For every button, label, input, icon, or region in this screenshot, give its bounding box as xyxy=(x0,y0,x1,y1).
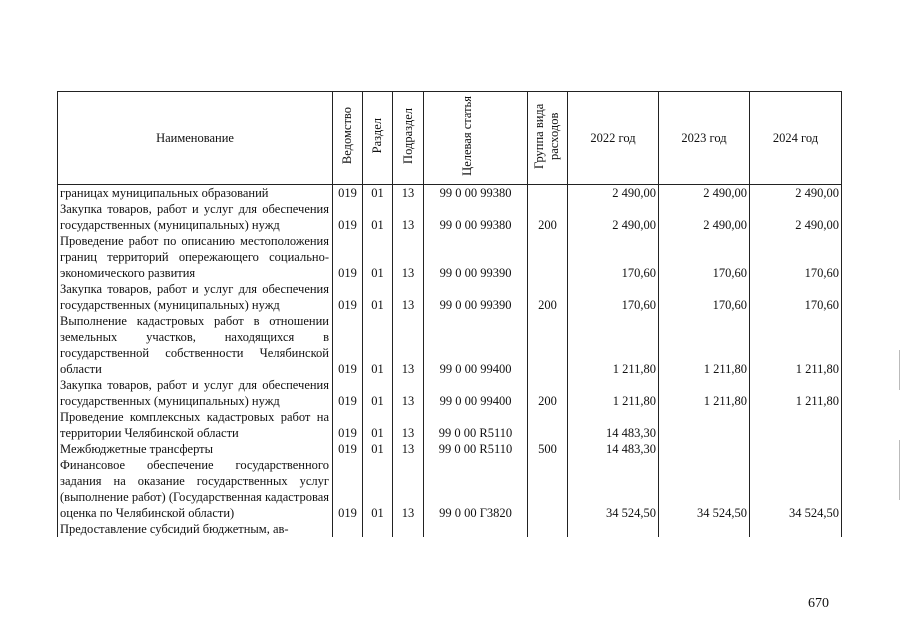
header-expense-group: Группа вида расходов xyxy=(528,92,568,185)
row-amount-2024: 2 490,00 xyxy=(750,201,842,233)
row-amount-2024 xyxy=(750,441,842,457)
table-row xyxy=(58,201,842,233)
row-subsection: 13 xyxy=(393,377,424,409)
row-amount-2024: 170,60 xyxy=(750,233,842,281)
row-target-item: 99 0 00 99400 xyxy=(424,377,528,409)
row-department: 019 xyxy=(333,409,363,441)
row-amount-2023 xyxy=(659,521,750,537)
table-row xyxy=(58,441,842,457)
row-section: 01 xyxy=(363,233,393,281)
row-amount-2023 xyxy=(659,441,750,457)
row-subsection: 13 xyxy=(393,457,424,521)
row-target-item: 99 0 00 99390 xyxy=(424,233,528,281)
row-expense-group: 200 xyxy=(528,281,568,313)
header-2022: 2022 год xyxy=(568,92,659,185)
row-subsection: 13 xyxy=(393,441,424,457)
budget-table xyxy=(57,91,842,537)
row-amount-2022: 170,60 xyxy=(568,233,659,281)
row-department: 019 xyxy=(333,377,363,409)
row-name: Закупка товаров, работ и услуг для обеспечения государственных (муниципальных) нужд xyxy=(58,201,333,233)
table-row xyxy=(58,185,842,202)
row-amount-2024: 1 211,80 xyxy=(750,313,842,377)
table-row xyxy=(58,377,842,409)
row-amount-2022: 170,60 xyxy=(568,281,659,313)
row-target-item: 99 0 00 R5110 xyxy=(424,409,528,441)
row-department: 019 xyxy=(333,457,363,521)
row-subsection: 13 xyxy=(393,185,424,202)
row-subsection: 13 xyxy=(393,313,424,377)
header-name: Наименование xyxy=(58,92,333,185)
header-department: Ведомство xyxy=(333,92,363,185)
row-amount-2022: 14 483,30 xyxy=(568,409,659,441)
row-department: 019 xyxy=(333,201,363,233)
row-name: Закупка товаров, работ и услуг для обеспечения государственных (муниципальных) нужд xyxy=(58,281,333,313)
row-target-item: 99 0 00 99380 xyxy=(424,185,528,202)
row-amount-2023: 34 524,50 xyxy=(659,457,750,521)
row-subsection: 13 xyxy=(393,281,424,313)
row-amount-2023: 1 211,80 xyxy=(659,313,750,377)
row-amount-2023: 170,60 xyxy=(659,233,750,281)
row-expense-group xyxy=(528,313,568,377)
row-name: Финансовое обеспечение государственного задания на оказание государственных услуг (выполнение работ) (Государственная кадастровая оценка по Челябинской области) xyxy=(58,457,333,521)
row-expense-group: 200 xyxy=(528,377,568,409)
page-number: 670 xyxy=(808,596,829,611)
row-amount-2022: 2 490,00 xyxy=(568,185,659,202)
table-row xyxy=(58,281,842,313)
scan-edge-mark xyxy=(899,440,900,500)
header-2024: 2024 год xyxy=(750,92,842,185)
row-name: Закупка товаров, работ и услуг для обеспечения государственных (муниципальных) нужд xyxy=(58,377,333,409)
row-target-item: 99 0 00 Г3820 xyxy=(424,457,528,521)
row-department xyxy=(333,521,363,537)
row-name: Предоставление субсидий бюджетным, ав- xyxy=(58,521,333,537)
row-amount-2022 xyxy=(568,521,659,537)
row-amount-2023: 2 490,00 xyxy=(659,201,750,233)
row-name: Проведение работ по описанию местоположения границ территорий опережающего социально-экономического развития xyxy=(58,233,333,281)
row-target-item: 99 0 00 99390 xyxy=(424,281,528,313)
row-amount-2023: 2 490,00 xyxy=(659,185,750,202)
row-amount-2024: 1 211,80 xyxy=(750,377,842,409)
row-subsection: 13 xyxy=(393,409,424,441)
row-section: 01 xyxy=(363,313,393,377)
table-row xyxy=(58,409,842,441)
row-department: 019 xyxy=(333,313,363,377)
row-amount-2023: 1 211,80 xyxy=(659,377,750,409)
row-expense-group xyxy=(528,233,568,281)
row-name: Межбюджетные трансферты xyxy=(58,441,333,457)
row-target-item: 99 0 00 R5110 xyxy=(424,441,528,457)
row-department: 019 xyxy=(333,233,363,281)
row-amount-2022: 1 211,80 xyxy=(568,313,659,377)
row-section: 01 xyxy=(363,409,393,441)
row-expense-group xyxy=(528,521,568,537)
table-row xyxy=(58,521,842,537)
row-amount-2024: 170,60 xyxy=(750,281,842,313)
row-expense-group: 500 xyxy=(528,441,568,457)
row-subsection xyxy=(393,521,424,537)
row-amount-2024: 2 490,00 xyxy=(750,185,842,202)
header-section: Раздел xyxy=(363,92,393,185)
header-target-item: Целевая статья xyxy=(424,92,528,185)
table-row xyxy=(58,457,842,521)
row-section xyxy=(363,521,393,537)
row-expense-group xyxy=(528,457,568,521)
row-section: 01 xyxy=(363,281,393,313)
row-amount-2022: 14 483,30 xyxy=(568,441,659,457)
row-target-item: 99 0 00 99400 xyxy=(424,313,528,377)
row-subsection: 13 xyxy=(393,233,424,281)
row-amount-2022: 2 490,00 xyxy=(568,201,659,233)
row-department: 019 xyxy=(333,441,363,457)
row-section: 01 xyxy=(363,377,393,409)
row-subsection: 13 xyxy=(393,201,424,233)
row-department: 019 xyxy=(333,281,363,313)
header-2023: 2023 год xyxy=(659,92,750,185)
row-name: границах муниципальных образований xyxy=(58,185,333,202)
row-target-item: 99 0 00 99380 xyxy=(424,201,528,233)
row-amount-2024 xyxy=(750,409,842,441)
row-amount-2024: 34 524,50 xyxy=(750,457,842,521)
row-section: 01 xyxy=(363,185,393,202)
row-amount-2022: 1 211,80 xyxy=(568,377,659,409)
row-amount-2024 xyxy=(750,521,842,537)
row-amount-2023: 170,60 xyxy=(659,281,750,313)
row-section: 01 xyxy=(363,441,393,457)
row-department: 019 xyxy=(333,185,363,202)
table-row xyxy=(58,313,842,377)
row-name: Выполнение кадастровых работ в отношении земельных участков, находящихся в государственной собственности Челябинской области xyxy=(58,313,333,377)
row-name: Проведение комплексных кадастровых работ на территории Челябинской области xyxy=(58,409,333,441)
row-expense-group xyxy=(528,409,568,441)
row-amount-2022: 34 524,50 xyxy=(568,457,659,521)
table-header-row xyxy=(58,92,842,185)
table-body xyxy=(58,185,842,538)
header-subsection: Подраздел xyxy=(393,92,424,185)
row-amount-2023 xyxy=(659,409,750,441)
row-expense-group xyxy=(528,185,568,202)
row-target-item xyxy=(424,521,528,537)
scan-edge-mark xyxy=(899,350,900,390)
row-section: 01 xyxy=(363,457,393,521)
row-section: 01 xyxy=(363,201,393,233)
row-expense-group: 200 xyxy=(528,201,568,233)
table-row xyxy=(58,233,842,281)
